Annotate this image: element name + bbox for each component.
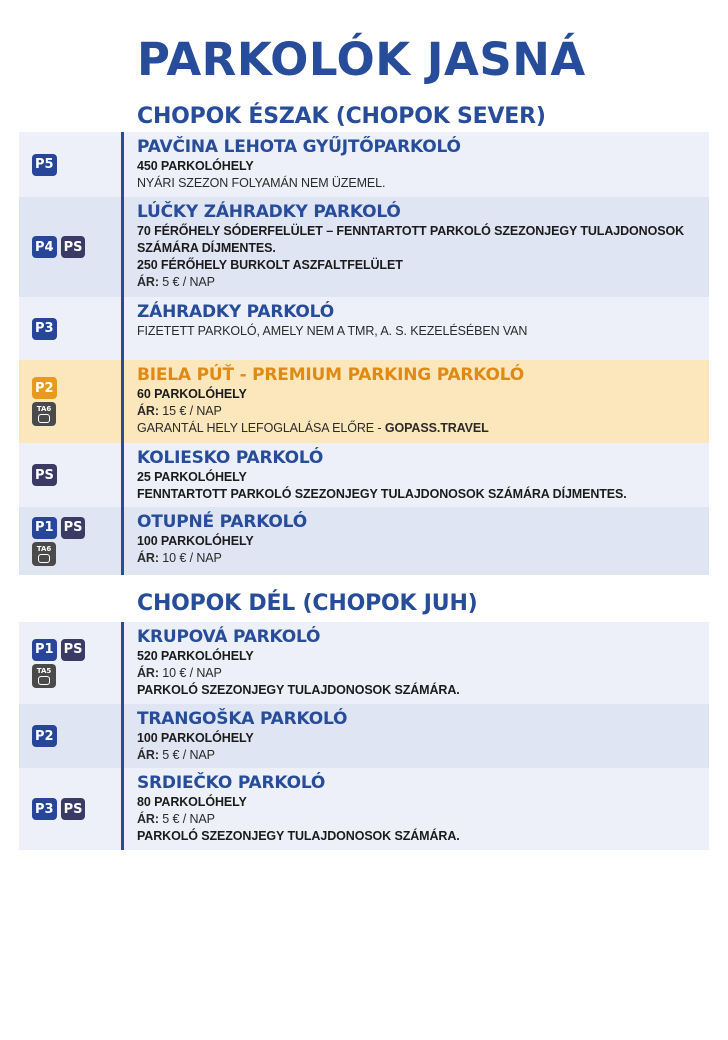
bus-stop-label: TA5 <box>36 666 52 675</box>
bus-stop-line <box>32 664 121 688</box>
parking-number-badge: P1 <box>32 517 57 539</box>
parking-row <box>19 704 709 768</box>
parking-info-line: 80 PARKOLÓHELY <box>137 795 247 809</box>
parking-lot-name: ZÁHRADKY PARKOLÓ <box>137 302 334 322</box>
price-label: ÁR: <box>137 812 159 826</box>
price-label: ÁR: <box>137 748 159 762</box>
parking-details <box>124 360 709 443</box>
parking-info-line: 520 PARKOLÓHELY <box>137 649 254 663</box>
parking-number-badge: P5 <box>32 154 57 176</box>
badge-line <box>32 318 121 340</box>
parking-info-line: PARKOLÓ SZEZONJEGY TULAJDONOSOK SZÁMÁRA. <box>137 683 460 697</box>
parking-info-line: FIZETETT PARKOLÓ, AMELY NEM A TMR, A. S. KEZELÉSÉBEN VAN <box>137 324 528 338</box>
price-label: ÁR: <box>137 551 159 565</box>
parking-icons <box>19 704 121 768</box>
badge-line <box>32 377 121 399</box>
parking-details <box>124 297 709 360</box>
parking-info-line: 60 PARKOLÓHELY <box>137 387 247 401</box>
bus-stop-label: TA6 <box>36 405 52 413</box>
parking-info-line: 450 PARKOLÓHELY <box>137 159 254 173</box>
price-value: 5 € / NAP <box>162 748 215 762</box>
parking-icons <box>19 360 121 443</box>
bus-stop-ring-icon <box>38 554 50 563</box>
price-label: ÁR: <box>137 275 159 289</box>
parking-lot-name: OTUPNÉ PARKOLÓ <box>137 512 307 532</box>
parking-row <box>19 622 709 704</box>
price-line <box>137 665 709 682</box>
parking-icons <box>19 622 121 704</box>
price-line <box>137 550 709 567</box>
parking-icons <box>19 132 121 197</box>
season-pass-parking-badge: PS <box>61 517 86 539</box>
parking-row <box>19 197 709 297</box>
reservation-note-text: GARANTÁL HELY LEFOGLALÁSA ELŐRE - <box>137 421 385 435</box>
parking-row <box>19 132 709 197</box>
price-value: 5 € / NAP <box>162 275 215 289</box>
price-line <box>137 274 709 291</box>
price-label: ÁR: <box>137 404 159 418</box>
parking-icons <box>19 507 121 575</box>
price-value: 10 € / NAP <box>162 551 222 565</box>
bus-stop-icon <box>32 664 56 688</box>
parking-lot-name: BIELA PÚŤ - PREMIUM PARKING PARKOLÓ <box>137 365 525 385</box>
parking-lot-name: KRUPOVÁ PARKOLÓ <box>137 627 321 647</box>
parking-lot-name: PAVČINA LEHOTA GYŰJTŐPARKOLÓ <box>137 137 461 157</box>
section-title-north: CHOPOK ÉSZAK (CHOPOK SEVER) <box>137 104 546 129</box>
badge-line <box>32 464 121 486</box>
parking-number-badge: P2 <box>32 377 57 399</box>
parking-row <box>19 768 709 850</box>
bus-stop-ring-icon <box>38 676 50 685</box>
parking-details <box>124 443 709 507</box>
parking-lot-name: TRANGOŠKA PARKOLÓ <box>137 709 348 729</box>
parking-number-badge: P3 <box>32 318 57 340</box>
parking-info-line: 250 FÉRŐHELY BURKOLT ASZFALTFELÜLET <box>137 258 403 272</box>
reservation-note <box>137 420 709 437</box>
parking-info-line: 100 PARKOLÓHELY <box>137 534 254 548</box>
bus-stop-line <box>32 542 121 566</box>
price-line <box>137 811 709 828</box>
badge-line <box>32 639 121 661</box>
parking-table-south <box>19 622 709 850</box>
season-pass-parking-badge: PS <box>61 236 86 258</box>
parking-row <box>19 360 709 443</box>
parking-number-badge: P1 <box>32 639 57 661</box>
parking-number-badge: P3 <box>32 798 57 820</box>
page-title: PARKOLÓK JASNÁ <box>137 33 586 86</box>
season-pass-parking-badge: PS <box>61 639 86 661</box>
parking-details <box>124 768 709 850</box>
parking-row <box>19 443 709 507</box>
parking-info-line: FENNTARTOTT PARKOLÓ SZEZONJEGY TULAJDONOSOK SZÁMÁRA DÍJMENTES. <box>137 487 627 501</box>
parking-row <box>19 507 709 575</box>
parking-lot-name: LÚČKY ZÁHRADKY PARKOLÓ <box>137 202 401 222</box>
price-value: 5 € / NAP <box>162 812 215 826</box>
season-pass-parking-badge: PS <box>32 464 57 486</box>
parking-icons <box>19 768 121 850</box>
parking-details <box>124 507 709 575</box>
parking-icons <box>19 297 121 360</box>
price-value: 15 € / NAP <box>162 404 222 418</box>
parking-number-badge: P2 <box>32 725 57 747</box>
bus-stop-label: TA6 <box>36 544 52 553</box>
parking-details <box>124 704 709 768</box>
parking-details <box>124 132 709 197</box>
badge-line <box>32 154 121 176</box>
parking-info-line: NYÁRI SZEZON FOLYAMÁN NEM ÜZEMEL. <box>137 176 386 190</box>
badge-line <box>32 517 121 539</box>
price-line <box>137 403 709 420</box>
parking-table-north <box>19 132 709 575</box>
badge-line <box>32 725 121 747</box>
parking-lot-name: SRDIEČKO PARKOLÓ <box>137 773 326 793</box>
bus-stop-line <box>32 402 121 426</box>
badge-line <box>32 798 121 820</box>
parking-icons <box>19 443 121 507</box>
parking-info-line: PARKOLÓ SZEZONJEGY TULAJDONOSOK SZÁMÁRA. <box>137 829 460 843</box>
price-value: 10 € / NAP <box>162 666 222 680</box>
parking-lot-name: KOLIESKO PARKOLÓ <box>137 448 324 468</box>
parking-details <box>124 622 709 704</box>
price-line <box>137 747 709 764</box>
section-title-south: CHOPOK DÉL (CHOPOK JUH) <box>137 591 478 616</box>
parking-info-line: 100 PARKOLÓHELY <box>137 731 254 745</box>
parking-details <box>124 197 709 297</box>
parking-icons <box>19 197 121 297</box>
gopass-link[interactable]: GOPASS.TRAVEL <box>384 421 489 435</box>
parking-number-badge: P4 <box>32 236 57 258</box>
parking-info-line: 25 PARKOLÓHELY <box>137 470 247 484</box>
parking-row <box>19 297 709 360</box>
badge-line <box>32 236 121 258</box>
bus-stop-ring-icon <box>38 414 50 423</box>
price-label: ÁR: <box>137 666 159 680</box>
season-pass-parking-badge: PS <box>61 798 86 820</box>
parking-info-line: 70 FÉRŐHELY SÓDERFELÜLET – FENNTARTOTT PARKOLÓ SZEZONJEGY TULAJDONOSOK SZÁMÁRA DÍJMENTES. <box>137 224 684 255</box>
bus-stop-icon <box>32 542 56 566</box>
bus-stop-icon <box>32 402 56 426</box>
